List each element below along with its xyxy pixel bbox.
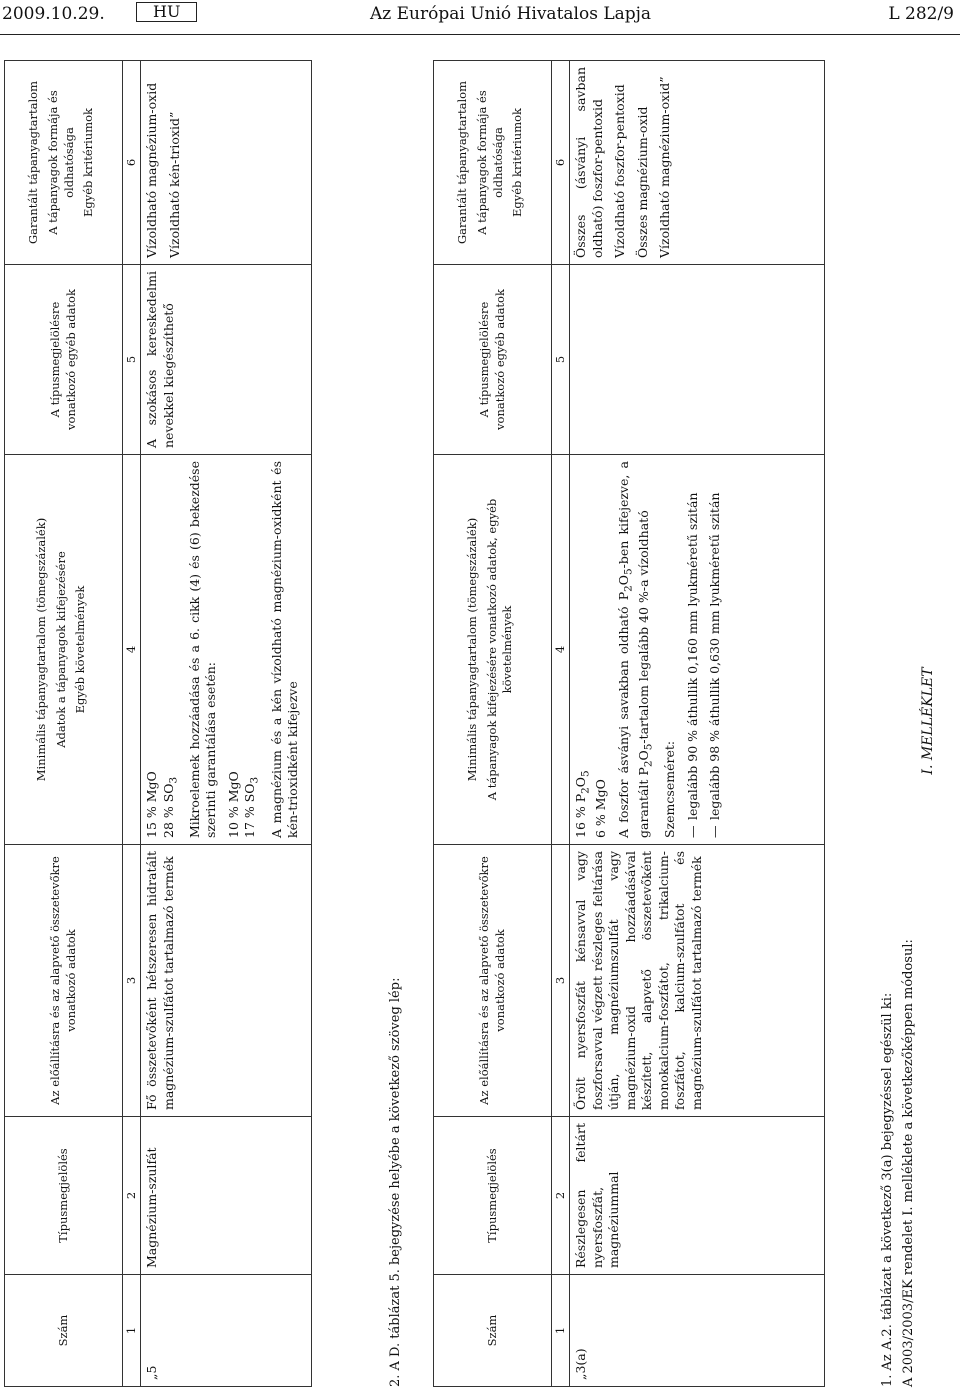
running-header — [0, 0, 960, 32]
table-d-entry-5 — [4, 60, 312, 1387]
entry-number: „5 — [141, 1275, 312, 1387]
header-tipus: Típusmegjelölés — [434, 1117, 552, 1275]
min-so3-2: 17 % $SO_3$ — [242, 776, 261, 838]
grain-size-item-2: — legalább 98 % áthullik 0,630 mm lyukméretű szitán — [707, 492, 723, 838]
header-szam: Szám — [434, 1275, 552, 1387]
colnum-1: 1 — [552, 1275, 570, 1387]
colnum-1: 1 — [123, 1275, 141, 1387]
page-number: L 282/9 — [888, 4, 954, 24]
landscape-page — [0, 51, 960, 1391]
header-garantalt-line3: Egyéb kritériumok — [81, 107, 96, 218]
item-2-text: 2. A D. táblázat 5. bejegyzése helyébe a következő szöveg lép: — [388, 977, 403, 1387]
colnum-2: 2 — [123, 1117, 141, 1275]
colnum-5: 5 — [552, 265, 570, 455]
header-tipus: Típusmegjelölés — [5, 1117, 123, 1275]
guaranteed-1: Vízoldható magnézium-oxid — [144, 82, 160, 258]
colnum-4: 4 — [123, 455, 141, 845]
grain-size-item-1: — legalább 90 % áthullik 0,160 mm lyukméretű szitán — [684, 492, 700, 838]
entry-number: „3(a) — [570, 1275, 825, 1387]
journal-title: Az Európai Unió Hivatalos Lapja — [370, 4, 652, 24]
colnum-6: 6 — [123, 61, 141, 265]
header-eloallitas: Az előállításra és az alapvető összetevőkre vonatkozó adatok — [434, 845, 552, 1117]
expression-text: A foszfor ásványi savakban oldható $P_2O_5$-ben kifejezve, a garantált $P_2O_5$-tartalom legalább 40 %-a vízoldható — [615, 461, 655, 838]
table-a2-entry-3a — [433, 60, 825, 1387]
guaranteed-3: Összes magnézium-oxid — [634, 106, 650, 258]
entry-other-data: A szokásos kereskedelmi nevekkel kiegészíthető — [141, 265, 312, 455]
header-garantalt — [434, 61, 552, 265]
entry-production: Fő összetevőként hétszeresen hidratált magnézium-szulfátot tartalmazó termék — [141, 845, 312, 1117]
entry-type: Részlegesen feltárt nyersfoszfát, magnéziummal — [570, 1117, 825, 1275]
expression-text: A magnézium és a kén vízoldható magnézium-oxidként és kén-trioxidként kifejezve — [268, 461, 301, 838]
header-min-line1: Minimális tápanyagtartalom (tömegszázalék) — [465, 517, 480, 782]
min-so3-1: 28 % $SO_3$ — [160, 776, 180, 838]
annex-title: I. MELLÉKLET — [920, 667, 936, 775]
column-number-row — [123, 61, 141, 1387]
grain-size-title: Szemcseméret: — [662, 740, 678, 838]
guaranteed-2: Vízoldható foszfor-pentoxid — [612, 84, 628, 258]
colnum-2: 2 — [552, 1117, 570, 1275]
guaranteed-1: Összes (ásványi savban oldható) foszfor-pentoxid — [573, 67, 605, 258]
min-mgo-2: 10 % MgO — [225, 771, 241, 838]
issue-date: 2009.10.29. — [2, 4, 105, 24]
header-min-line1: Minimális tápanyagtartalom (tömegszázalék) — [34, 517, 49, 782]
header-garantalt-line2: A tápanyagok formája és oldhatósága — [474, 90, 505, 235]
table-row — [141, 61, 312, 1387]
colnum-6: 6 — [552, 61, 570, 265]
header-garantalt-line3: Egyéb kritériumok — [510, 107, 525, 218]
entry-other-data — [570, 265, 825, 455]
entry-guaranteed — [141, 61, 312, 265]
header-egyeb-adatok: A típusmegjelölésre vonatkozó egyéb adatok — [434, 265, 552, 455]
entry-production: Őrölt nyersfoszfát kénsavval vagy foszforsavval végzett részleges feltárása útján, magnéziumszulfát vagy magnézium-oxid hozzáadásával készített, alapvető összetevőként monokalcium-foszfátot, trikalcium-foszfátot, kalcium-szulfátot és magnézium-szulfátot tartalmazó termék — [570, 845, 825, 1117]
header-min-tapanyag — [5, 455, 123, 845]
colnum-3: 3 — [123, 845, 141, 1117]
header-min-line2: A tápanyagok kifejezésére vonatkozó adatok, egyéb követelmények — [484, 498, 515, 801]
guaranteed-2: Vízoldható kén-trioxid” — [166, 111, 182, 258]
entry-guaranteed — [570, 61, 825, 265]
amendment-intro: A 2003/2003/EK rendelet I. melléklete a következőképpen módosul: — [901, 939, 916, 1387]
header-garantalt-line2: A tápanyagok formája és oldhatósága — [45, 90, 76, 235]
entry-min-content — [141, 455, 312, 845]
header-divider — [0, 34, 960, 35]
column-number-row — [552, 61, 570, 1387]
entry-type: Magnézium-szulfát — [141, 1117, 312, 1275]
header-min-line3: Egyéb követelmények — [73, 585, 88, 714]
header-min-line2: Adatok a tápanyagok kifejezésére — [53, 551, 68, 748]
guaranteed-4: Vízoldható magnézium-oxid” — [657, 76, 673, 258]
table-header-row — [5, 61, 123, 1387]
colnum-4: 4 — [552, 455, 570, 845]
microelement-text: Mikroelemek hozzáadása és a 6. cikk (4) és (6) bekezdése szerinti garantálása esetén: — [186, 461, 219, 838]
header-garantalt — [5, 61, 123, 265]
language-badge: HU — [136, 2, 197, 22]
min-mgo: 6 % MgO — [593, 779, 609, 838]
min-mgo-1: 15 % MgO — [144, 771, 160, 838]
header-min-tapanyag — [434, 455, 552, 845]
colnum-5: 5 — [123, 265, 141, 455]
table-row — [570, 61, 825, 1387]
min-p2o5: 16 % $P_2O_5$ — [573, 770, 592, 838]
header-eloallitas: Az előállításra és az alapvető összetevőkre vonatkozó adatok — [5, 845, 123, 1117]
colnum-3: 3 — [552, 845, 570, 1117]
header-garantalt-line1: Garantált tápanyagtartalom — [26, 81, 41, 245]
item-1-text: 1. Az A.2. táblázat a következő 3(a) bejegyzéssel egészül ki: — [880, 992, 895, 1387]
table-header-row — [434, 61, 552, 1387]
header-egyeb-adatok: A típusmegjelölésre vonatkozó egyéb adatok — [5, 265, 123, 455]
entry-min-content — [570, 455, 825, 845]
header-garantalt-line1: Garantált tápanyagtartalom — [455, 81, 470, 245]
header-szam: Szám — [5, 1275, 123, 1387]
